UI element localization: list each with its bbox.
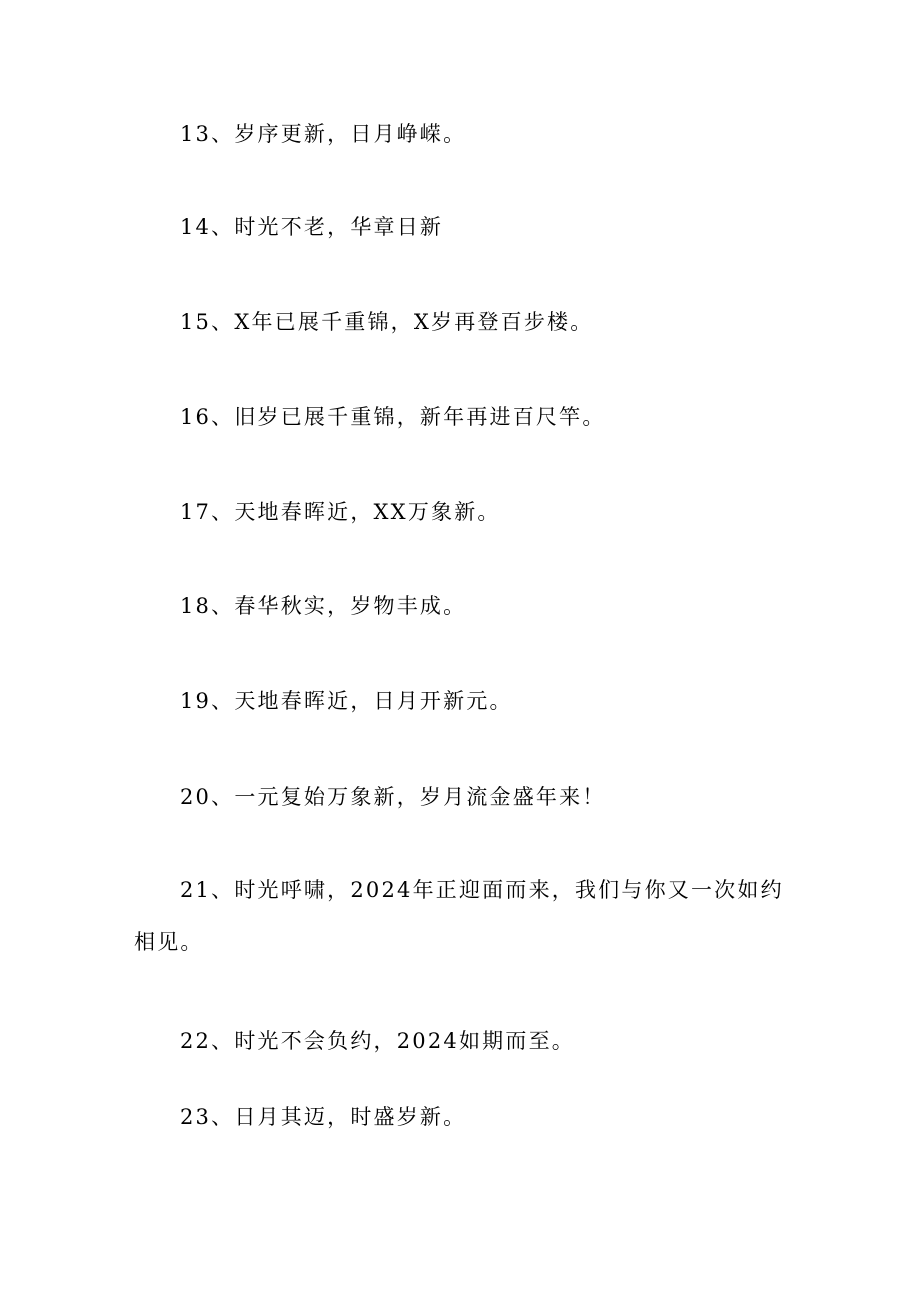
list-item-20: 20、一元复始万象新，岁月流金盛年来！ [180,785,606,809]
list-item-21: 21、时光呼啸，2024年正迎面而来，我们与你又一次如约相见。 [134,878,784,954]
list-item-18: 18、春华秋实，岁物丰成。 [180,594,467,618]
list-item-22: 22、时光不会负约，2024如期而至。 [180,1029,575,1053]
list-item-14: 14、时光不老，华章日新 [180,215,444,239]
list-item-13: 13、岁序更新，日月峥嵘。 [180,122,467,146]
list-item-17: 17、天地春晖近，XX万象新。 [180,500,501,524]
list-item-16: 16、旧岁已展千重锦，新年再进百尺竿。 [180,405,606,429]
list-item-23: 23、日月其迈，时盛岁新。 [180,1105,467,1129]
list-item-15: 15、X年已展千重锦，X岁再登百步楼。 [180,310,594,334]
list-item-19: 19、天地春晖近，日月开新元。 [180,689,513,713]
